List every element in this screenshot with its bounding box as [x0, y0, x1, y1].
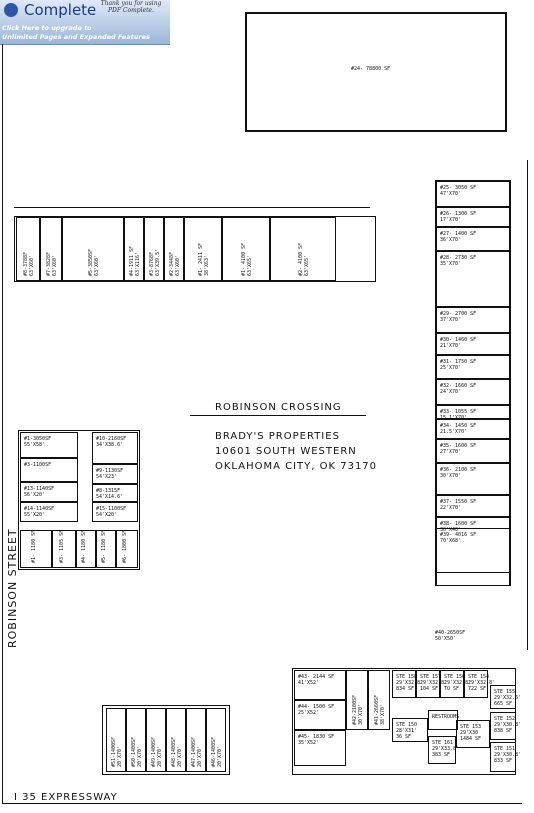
east-unit[interactable]	[436, 495, 510, 517]
north-unit-label: #4-1911 SF 63'X116'	[129, 245, 141, 276]
north-unit[interactable]	[144, 217, 164, 281]
west-bottom-unit[interactable]	[76, 530, 96, 568]
south-east-small-unit[interactable]	[490, 742, 522, 772]
south-east-top-unit-label: STE 157 29'X32.8' 104 SF	[420, 674, 448, 692]
west-right-unit-label: #8-1315F 54'X14.6'	[96, 488, 124, 500]
north-unit-label: #8-3788F 63'X60'	[23, 251, 35, 276]
west-right-unit[interactable]	[92, 484, 138, 502]
west-bottom-unit-label: #6- 1800 SF	[122, 529, 128, 563]
south-east-top-unit[interactable]	[464, 670, 496, 698]
west-bottom-unit-label: #1- 1180 SF	[31, 529, 37, 563]
south-east-small-unit[interactable]	[490, 685, 522, 709]
west-left-unit[interactable]	[20, 458, 78, 482]
east-unit[interactable]	[436, 207, 510, 227]
south-east-small-unit-label: STE 151 29'X30.8' 833 SF	[494, 746, 522, 764]
west-right-unit-label: #9-1130SF 54'X23'	[96, 468, 124, 480]
north-unit[interactable]	[40, 217, 62, 281]
west-bottom-unit-label: #4- 1180 SF	[81, 529, 87, 563]
south-east-small-unit-label: STE 161 29'X33.8' 383 SF	[432, 740, 460, 758]
south-west-unit-label: #51-1400SF 20'X70'	[111, 736, 123, 767]
south-west-unit[interactable]	[166, 708, 186, 772]
east-unit[interactable]	[436, 419, 510, 439]
east-unit-label: #29- 2700 SF 37'X70'	[440, 311, 477, 323]
pad-24[interactable]	[245, 12, 507, 132]
north-unit[interactable]	[164, 217, 184, 281]
pdf-logo-icon	[4, 3, 18, 17]
north-unit-label: #1- 4100 SF 63'X65'	[241, 242, 253, 276]
east-unit-label: #36- 2100 SF 30'X70'	[440, 467, 477, 479]
west-left-unit[interactable]	[20, 502, 78, 522]
project-title: ROBINSON CROSSING	[215, 402, 342, 413]
west-right-unit-label: #10-2160SF 34'X38.6'	[96, 436, 127, 448]
address-line-1: 10601 SOUTH WESTERN	[215, 446, 357, 457]
south-east-top-unit[interactable]	[392, 670, 424, 698]
west-bottom-unit-label: #3- 1105 SF	[59, 529, 65, 563]
east-unit-label: #37- 1550 SF 22'X70'	[440, 499, 477, 511]
north-unit[interactable]	[270, 217, 336, 281]
east-unit[interactable]	[436, 405, 510, 419]
south-east-top-unit-label: STE 156 29'X32.8' TO SF	[444, 674, 472, 692]
east-unit[interactable]	[436, 251, 510, 307]
west-bottom-unit[interactable]	[52, 530, 76, 568]
north-unit[interactable]	[62, 217, 124, 281]
east-unit[interactable]	[436, 227, 510, 251]
south-east-small-unit-label: STE 152 29'X30.8' 838 SF	[494, 716, 522, 734]
west-right-unit[interactable]	[92, 502, 138, 522]
south-east-left-unit[interactable]	[294, 730, 346, 766]
south-east-small-unit[interactable]	[428, 710, 458, 730]
south-east-mid-unit-label: #42-2100SF 30'X70'	[352, 694, 364, 725]
east-unit-label: #27- 1400 SF 36'X70'	[440, 231, 477, 243]
south-east-top-unit[interactable]	[440, 670, 472, 698]
east-unit-label: #38- 1600 SF 30'X40'	[440, 521, 477, 533]
south-east-left-unit-label: #45- 1830 SF 35'X52'	[298, 734, 335, 746]
site-boundary-right	[527, 160, 528, 650]
west-right-unit-label: #15-1100SF 54'X20'	[96, 506, 127, 518]
east-unit[interactable]	[436, 439, 510, 463]
south-east-left-unit-label: #43- 2144 SF 41'X52'	[298, 674, 335, 686]
west-left-unit-label: #3-1100SF	[24, 462, 52, 468]
title-underline	[190, 415, 366, 416]
west-left-unit[interactable]	[20, 482, 78, 502]
south-east-mid-unit[interactable]	[346, 670, 368, 730]
owner-name: BRADY'S PROPERTIES	[215, 431, 340, 442]
south-west-unit-label: #50-1400SF 20'X70'	[131, 736, 143, 767]
pad-24-label: #24- 78800 SF	[351, 66, 391, 72]
west-left-unit[interactable]	[20, 432, 78, 458]
east-unit[interactable]	[436, 528, 510, 586]
robinson-street-label: ROBINSON STREET	[6, 528, 19, 648]
west-right-unit[interactable]	[92, 432, 138, 464]
north-unit-label: #2- 4100 SF 63'X65'	[298, 242, 310, 276]
north-unit-label: #1- 2411 SF 38'X63'	[198, 242, 210, 276]
west-bottom-unit[interactable]	[116, 530, 138, 568]
upgrade-banner[interactable]	[0, 0, 170, 45]
north-unit[interactable]	[222, 217, 270, 281]
south-east-small-unit[interactable]	[490, 712, 522, 740]
north-unit[interactable]	[184, 217, 222, 281]
south-west-unit[interactable]	[106, 708, 126, 772]
east-unit-label: #25- 3050 SF 47'X70'	[440, 185, 477, 197]
west-right-unit[interactable]	[92, 464, 138, 484]
pad-40-label: #40-2650SF 50'X50'	[435, 630, 466, 642]
north-unit-label: #5-3850SF 63'X60'	[88, 248, 100, 276]
south-east-small-unit[interactable]	[428, 736, 460, 764]
site-boundary-bottom	[2, 803, 522, 804]
west-bottom-unit[interactable]	[96, 530, 116, 568]
east-unit-label: #32- 1660 SF 24'X70'	[440, 383, 477, 395]
south-east-small-unit-label: STE 155 29'X32.6' 665 SF	[494, 689, 522, 707]
expressway-label: I 35 EXPRESSWAY	[14, 792, 118, 803]
north-unit-label: #7-3828F 63'X60'	[46, 251, 58, 276]
west-bottom-unit[interactable]	[20, 530, 52, 568]
upgrade-link[interactable]: Click Here to upgrade to Unlimited Pages and Expanded Features	[2, 24, 150, 41]
south-west-unit[interactable]	[146, 708, 166, 772]
west-bottom-unit-label: #5- 1180 SF	[101, 529, 107, 563]
south-west-unit[interactable]	[206, 708, 226, 772]
south-east-small-unit-label: STE 150 28'X31' 36 SF	[396, 722, 418, 740]
south-east-mid-unit[interactable]	[368, 670, 390, 730]
south-west-unit-label: #47-1400SF 20'X70'	[191, 736, 203, 767]
south-east-left-unit[interactable]	[294, 670, 346, 700]
east-unit-label: #26- 1300 SF 17'X70'	[440, 211, 477, 223]
south-east-small-unit[interactable]	[392, 718, 428, 742]
south-west-unit-label: #48-1400SF 20'X70'	[171, 736, 183, 767]
south-east-left-unit[interactable]	[294, 700, 346, 730]
east-unit[interactable]	[436, 307, 510, 333]
south-west-unit-label: #49-1400SF 20'X70'	[151, 736, 163, 767]
west-left-unit-label: #13-1140SF 56'X20'	[24, 486, 55, 498]
north-strip-canopy	[14, 207, 370, 208]
south-east-small-unit-label: STE 153 29'X30 1484 SF	[460, 724, 482, 742]
east-unit-label: #34- 1450 SF 21.5'X70'	[440, 423, 477, 435]
south-east-small-unit-label: RESTROOMS	[432, 714, 460, 720]
north-unit[interactable]	[16, 217, 40, 281]
east-unit[interactable]	[436, 181, 510, 207]
east-unit-label: #28- 2730 SF 35'X70'	[440, 255, 477, 267]
east-unit[interactable]	[436, 463, 510, 495]
east-unit-label: #30- 1460 SF 21'X70'	[440, 337, 477, 349]
south-west-unit[interactable]	[186, 708, 206, 772]
address-line-2: OKLAHOMA CITY, OK 73170	[215, 461, 378, 472]
south-east-left-unit-label: #44- 1500 SF 25'X52'	[298, 704, 335, 716]
south-west-unit-label: #46-1400SF 20'X70'	[211, 736, 223, 767]
west-left-unit-label: #1-3050SF 55'X58'	[24, 436, 52, 448]
site-boundary-left	[2, 44, 3, 804]
east-unit-label: #35- 1600 SF 27'X70'	[440, 443, 477, 455]
south-east-mid-unit-label: #41-2660SF 38'X70'	[374, 694, 386, 725]
east-unit[interactable]	[436, 333, 510, 355]
east-unit-label: #31- 1750 SF 25'X70'	[440, 359, 477, 371]
north-unit-label: #2-3448F 63'X60'	[169, 251, 181, 276]
east-unit[interactable]	[436, 355, 510, 379]
north-unit[interactable]	[124, 217, 144, 281]
south-east-small-unit[interactable]	[456, 720, 490, 748]
south-east-top-unit[interactable]	[416, 670, 448, 698]
south-west-unit[interactable]	[126, 708, 146, 772]
east-unit-label: #39- 4016 SF 70'X68'	[440, 532, 477, 544]
east-unit[interactable]	[436, 379, 510, 405]
west-left-unit-label: #14-1140SF 55'X20'	[24, 506, 55, 518]
east-unit-label: #33- 1055 SF 15.1'X70'	[440, 409, 477, 421]
south-east-top-unit-label: STE 158 29'X32.8' 834 SF	[396, 674, 424, 692]
south-east-top-unit-label: STE 154 29'X32.8' 722 SF	[468, 674, 496, 692]
north-unit-label: #3-8768F 63'X39.5'	[149, 248, 161, 276]
banner-brand: Complete	[24, 1, 97, 19]
banner-thanks: Thank you for using PDF Complete.	[100, 0, 162, 14]
